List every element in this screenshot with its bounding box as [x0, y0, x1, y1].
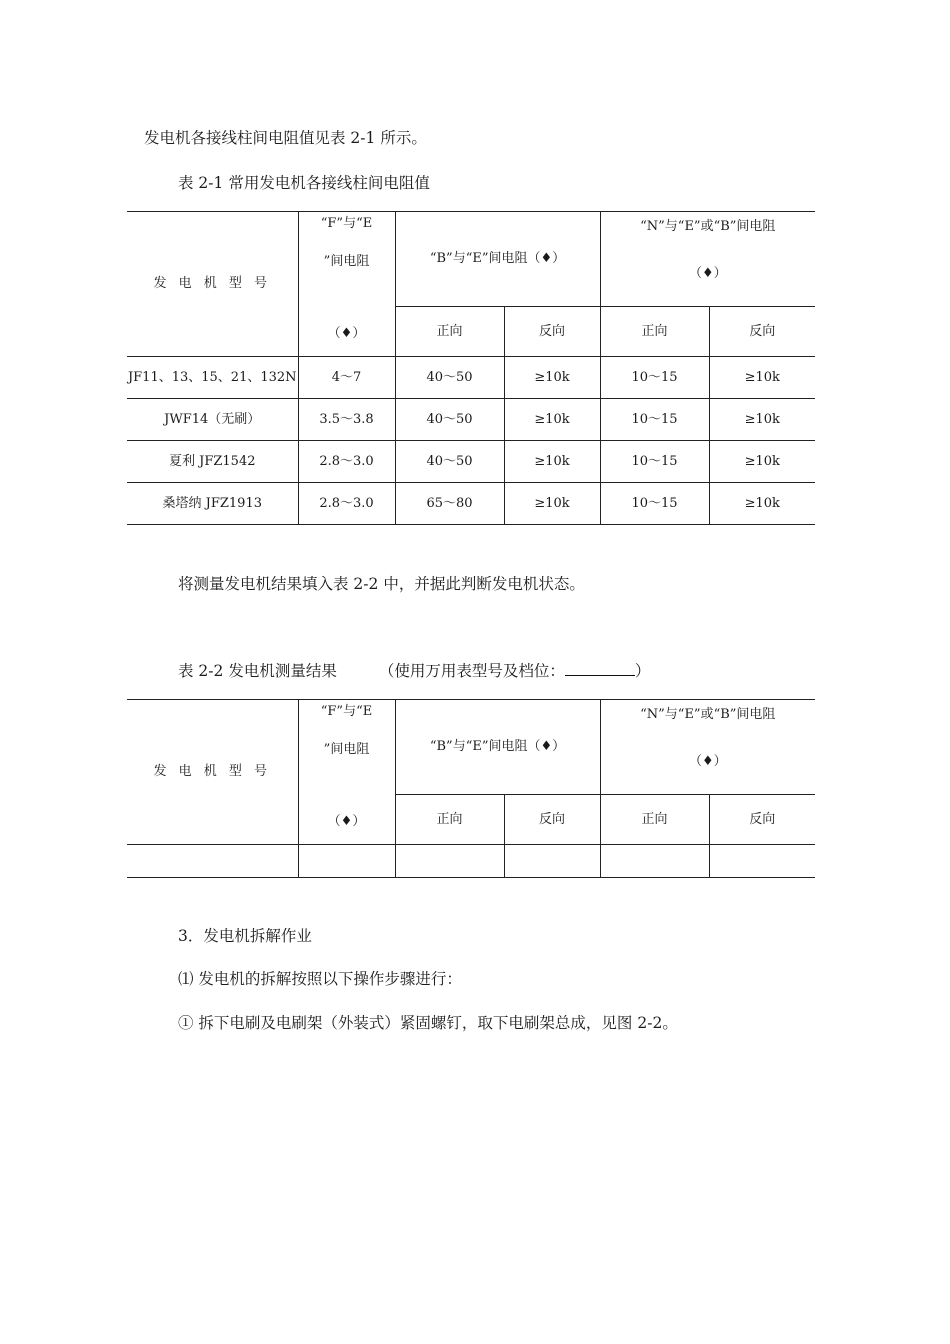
cell-be-reverse: ≥10k — [504, 441, 600, 483]
cell-model: 桑塔纳 JFZ1913 — [127, 483, 298, 525]
input-cell-fe[interactable] — [298, 845, 395, 878]
cell-fe: 2.8～3.0 — [298, 483, 395, 525]
header-be-reverse: 反向 — [504, 795, 600, 845]
header-be-reverse: 反向 — [504, 307, 600, 357]
step-intro: ⑴ 发电机的拆解按照以下操作步骤进行： — [178, 970, 462, 988]
header-model: 发 电 机 型 号 — [127, 212, 298, 357]
header-fe-resistance: “F”与“E ”间电阻 （♦） — [298, 700, 395, 845]
multimeter-blank-field[interactable] — [565, 660, 635, 676]
cell-ne-forward: 10～15 — [600, 357, 709, 399]
input-cell-ne-reverse[interactable] — [709, 845, 815, 878]
cell-model: JF11、13、15、21、132N — [127, 357, 298, 399]
header-fe-resistance: “F”与“E ”间电阻 （♦） — [298, 212, 395, 357]
table-row — [127, 441, 815, 483]
multimeter-note-open: （使用万用表型号及档位： — [378, 662, 565, 680]
header-ne-reverse: 反向 — [709, 795, 815, 845]
header-ne-resistance: “N”与“E”或“B”间电阻 （♦） — [600, 212, 815, 307]
cell-be-forward: 40～50 — [395, 399, 504, 441]
header-be-resistance: “B”与“E”间电阻（♦） — [395, 700, 600, 795]
section-heading: 3．发电机拆解作业 — [178, 927, 312, 945]
cell-model: 夏利 JFZ1542 — [127, 441, 298, 483]
table-row — [127, 845, 815, 878]
resistance-reference-table — [127, 211, 815, 525]
table1-caption: 表 2-1 常用发电机各接线柱间电阻值 — [178, 174, 430, 192]
cell-ne-forward: 10～15 — [600, 441, 709, 483]
input-cell-be-reverse[interactable] — [504, 845, 600, 878]
header-ne-reverse: 反向 — [709, 307, 815, 357]
table-row — [127, 483, 815, 525]
input-cell-ne-forward[interactable] — [600, 845, 709, 878]
multimeter-note-close: ） — [634, 662, 651, 680]
measurement-results-table — [127, 699, 815, 878]
table-row — [127, 399, 815, 441]
table-row — [127, 357, 815, 399]
intro-text: 发电机各接线柱间电阻值见表 2-1 所示。 — [144, 129, 427, 147]
cell-ne-reverse: ≥10k — [709, 441, 815, 483]
cell-ne-reverse: ≥10k — [709, 483, 815, 525]
header-be-forward: 正向 — [395, 307, 504, 357]
header-be-forward: 正向 — [395, 795, 504, 845]
cell-fe: 2.8～3.0 — [298, 441, 395, 483]
input-cell-model[interactable] — [127, 845, 298, 878]
header-ne-forward: 正向 — [600, 307, 709, 357]
cell-be-forward: 40～50 — [395, 441, 504, 483]
cell-be-reverse: ≥10k — [504, 483, 600, 525]
cell-ne-forward: 10～15 — [600, 399, 709, 441]
step-1: ① 拆下电刷及电刷架（外装式）紧固螺钉，取下电刷架总成，见图 2-2。 — [178, 1014, 678, 1032]
cell-ne-reverse: ≥10k — [709, 357, 815, 399]
header-ne-resistance: “N”与“E”或“B”间电阻 （♦） — [600, 700, 815, 795]
cell-ne-forward: 10～15 — [600, 483, 709, 525]
header-be-resistance: “B”与“E”间电阻（♦） — [395, 212, 600, 307]
instruction-text: 将测量发电机结果填入表 2-2 中，并据此判断发电机状态。 — [178, 575, 585, 593]
cell-fe: 3.5～3.8 — [298, 399, 395, 441]
cell-fe: 4～7 — [298, 357, 395, 399]
table2-caption — [178, 659, 650, 681]
header-ne-forward: 正向 — [600, 795, 709, 845]
cell-be-reverse: ≥10k — [504, 357, 600, 399]
cell-model: JWF14（无刷） — [127, 399, 298, 441]
input-cell-be-forward[interactable] — [395, 845, 504, 878]
cell-be-forward: 40～50 — [395, 357, 504, 399]
cell-ne-reverse: ≥10k — [709, 399, 815, 441]
cell-be-forward: 65～80 — [395, 483, 504, 525]
header-model: 发 电 机 型 号 — [127, 700, 298, 845]
cell-be-reverse: ≥10k — [504, 399, 600, 441]
table2-title: 表 2-2 发电机测量结果 — [178, 662, 337, 680]
